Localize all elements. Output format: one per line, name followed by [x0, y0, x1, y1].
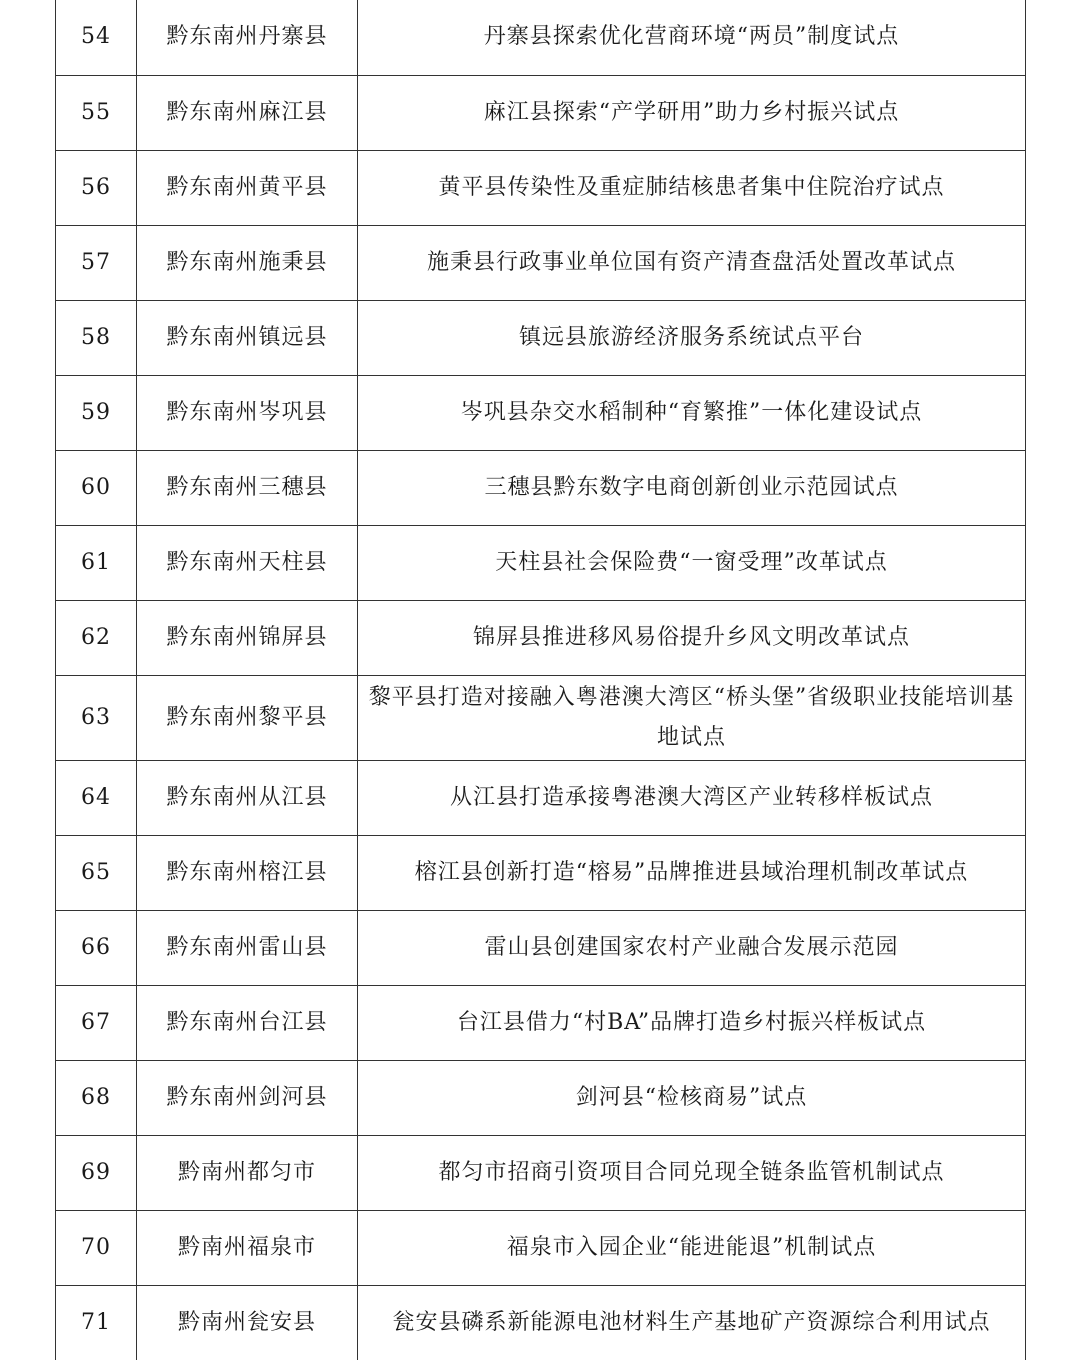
row-number: 55 [56, 75, 137, 150]
row-number: 63 [56, 675, 137, 760]
table-row [56, 300, 1026, 375]
row-pilot-name: 黄平县传染性及重症肺结核患者集中住院治疗试点 [358, 150, 1026, 225]
row-number: 71 [56, 1285, 137, 1360]
table-row [56, 600, 1026, 675]
row-region: 黔南州都匀市 [137, 1135, 358, 1210]
row-region: 黔南州福泉市 [137, 1210, 358, 1285]
row-region: 黔东南州黎平县 [137, 675, 358, 760]
row-number: 67 [56, 985, 137, 1060]
table-row [56, 835, 1026, 910]
row-region: 黔东南州剑河县 [137, 1060, 358, 1135]
row-pilot-name: 丹寨县探索优化营商环境“两员”制度试点 [358, 0, 1026, 75]
row-pilot-name: 锦屏县推进移风易俗提升乡风文明改革试点 [358, 600, 1026, 675]
row-number: 70 [56, 1210, 137, 1285]
table-row [56, 910, 1026, 985]
row-number: 57 [56, 225, 137, 300]
table-row [56, 1135, 1026, 1210]
row-pilot-name: 从江县打造承接粤港澳大湾区产业转移样板试点 [358, 760, 1026, 835]
row-region: 黔东南州三穗县 [137, 450, 358, 525]
row-region: 黔东南州锦屏县 [137, 600, 358, 675]
table-row [56, 760, 1026, 835]
table-row [56, 675, 1026, 760]
table-row [56, 450, 1026, 525]
row-region: 黔东南州榕江县 [137, 835, 358, 910]
row-number: 60 [56, 450, 137, 525]
row-number: 61 [56, 525, 137, 600]
row-pilot-name: 福泉市入园企业“能进能退”机制试点 [358, 1210, 1026, 1285]
row-number: 68 [56, 1060, 137, 1135]
row-pilot-name: 镇远县旅游经济服务系统试点平台 [358, 300, 1026, 375]
table-row [56, 1210, 1026, 1285]
row-region: 黔东南州天柱县 [137, 525, 358, 600]
row-number: 59 [56, 375, 137, 450]
table-row [56, 525, 1026, 600]
row-region: 黔东南州从江县 [137, 760, 358, 835]
table-row [56, 985, 1026, 1060]
table-row [56, 225, 1026, 300]
row-number: 62 [56, 600, 137, 675]
row-pilot-name: 瓮安县磷系新能源电池材料生产基地矿产资源综合利用试点 [358, 1285, 1026, 1360]
row-region: 黔东南州台江县 [137, 985, 358, 1060]
row-pilot-name: 台江县借力“村BA”品牌打造乡村振兴样板试点 [358, 985, 1026, 1060]
table-row [56, 375, 1026, 450]
row-region: 黔东南州雷山县 [137, 910, 358, 985]
row-region: 黔东南州施秉县 [137, 225, 358, 300]
row-pilot-name: 黎平县打造对接融入粤港澳大湾区“桥头堡”省级职业技能培训基地试点 [358, 675, 1026, 760]
row-pilot-name: 麻江县探索“产学研用”助力乡村振兴试点 [358, 75, 1026, 150]
row-number: 54 [56, 0, 137, 75]
table-row [56, 150, 1026, 225]
row-pilot-name: 榕江县创新打造“榕易”品牌推进县域治理机制改革试点 [358, 835, 1026, 910]
table-row [56, 1285, 1026, 1360]
row-number: 69 [56, 1135, 137, 1210]
pilot-list-table-container [55, 0, 1026, 1360]
row-pilot-name: 剑河县“检核商易”试点 [358, 1060, 1026, 1135]
row-pilot-name: 都匀市招商引资项目合同兑现全链条监管机制试点 [358, 1135, 1026, 1210]
row-region: 黔东南州岑巩县 [137, 375, 358, 450]
row-pilot-name: 三穗县黔东数字电商创新创业示范园试点 [358, 450, 1026, 525]
row-region: 黔东南州麻江县 [137, 75, 358, 150]
table-row [56, 75, 1026, 150]
row-pilot-name: 雷山县创建国家农村产业融合发展示范园 [358, 910, 1026, 985]
row-region: 黔东南州镇远县 [137, 300, 358, 375]
row-number: 66 [56, 910, 137, 985]
row-pilot-name: 天柱县社会保险费“一窗受理”改革试点 [358, 525, 1026, 600]
row-pilot-name: 岑巩县杂交水稻制种“育繁推”一体化建设试点 [358, 375, 1026, 450]
row-number: 56 [56, 150, 137, 225]
pilot-list-table [55, 0, 1026, 1360]
row-region: 黔东南州丹寨县 [137, 0, 358, 75]
row-number: 58 [56, 300, 137, 375]
table-row [56, 1060, 1026, 1135]
row-region: 黔南州瓮安县 [137, 1285, 358, 1360]
row-region: 黔东南州黄平县 [137, 150, 358, 225]
row-number: 65 [56, 835, 137, 910]
row-number: 64 [56, 760, 137, 835]
table-row [56, 0, 1026, 75]
row-pilot-name: 施秉县行政事业单位国有资产清查盘活处置改革试点 [358, 225, 1026, 300]
